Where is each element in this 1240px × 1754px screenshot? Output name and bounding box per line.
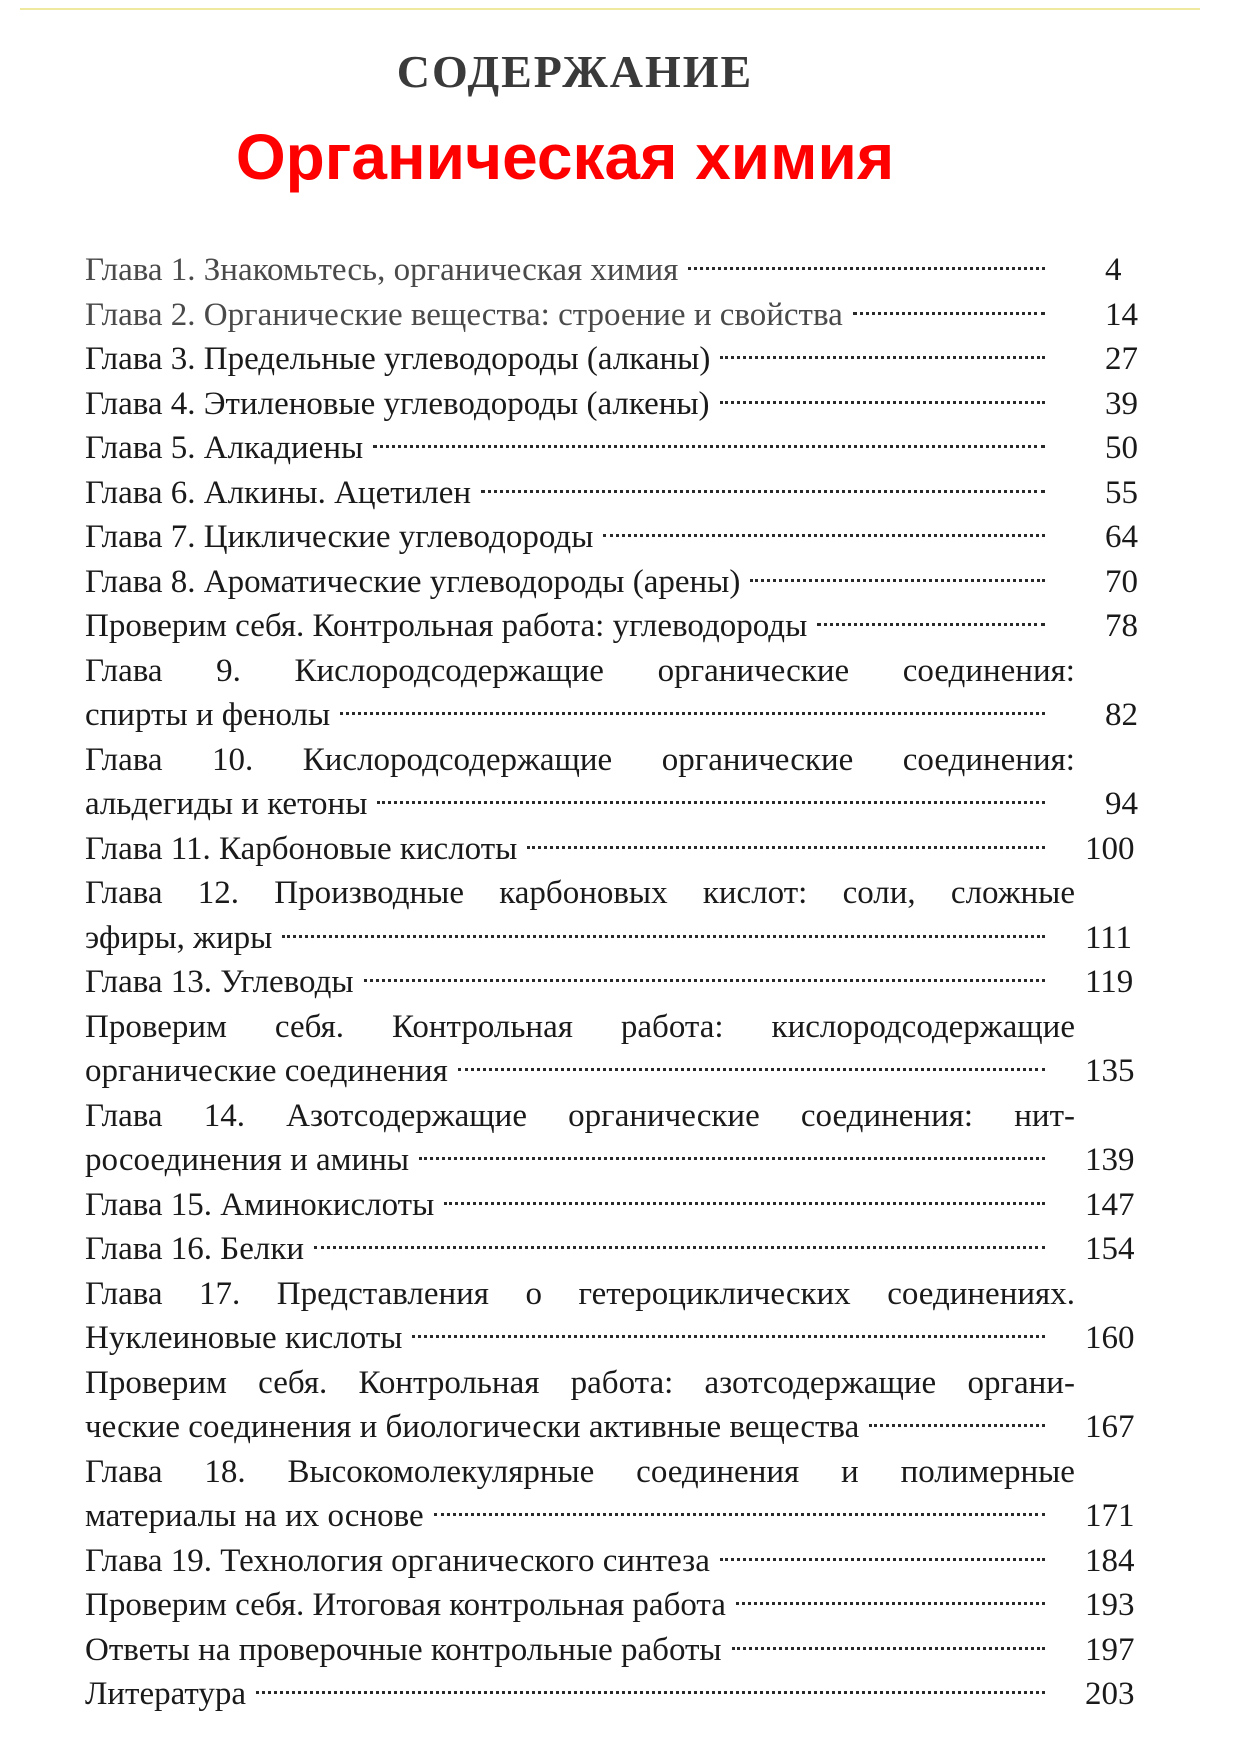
toc-entry[interactable]: [85, 693, 1175, 738]
toc-entry[interactable]: [85, 604, 1175, 649]
toc-word: кислородсодержащие: [771, 1008, 1075, 1045]
toc-word: органические: [661, 741, 854, 778]
table-of-contents: [85, 248, 1175, 1717]
toc-entry-text: Глава 7. Циклические углеводороды: [85, 519, 594, 555]
dot-leader: [330, 722, 1085, 725]
toc-word: азотсодержащие: [704, 1364, 937, 1401]
toc-entry-text: ческие соединения и биологически активные вещества: [85, 1409, 860, 1445]
toc-word: Глава: [85, 741, 163, 778]
toc-entry-text: Глава 4. Этиленовые углеводороды (алкены): [85, 385, 710, 422]
dot-leader: [424, 1523, 1085, 1526]
toc-word: органические: [568, 1097, 760, 1134]
toc-word: 12.: [197, 875, 240, 911]
toc-entry[interactable]: [85, 1316, 1175, 1361]
toc-word: 18.: [204, 1453, 246, 1490]
toc-page-number: 119: [1085, 964, 1134, 1000]
toc-entry-line: [85, 1361, 1075, 1406]
toc-word: Контрольная: [391, 1008, 573, 1045]
toc-entry[interactable]: [85, 471, 1175, 516]
toc-word: работа:: [620, 1008, 724, 1045]
toc-entry[interactable]: [85, 1138, 1175, 1183]
toc-entry-text: Глава 19. Технология органического синтеза: [85, 1542, 710, 1579]
toc-entry[interactable]: [85, 1494, 1175, 1539]
dot-leader: [246, 1701, 1085, 1704]
toc-entry[interactable]: [85, 426, 1175, 471]
toc-word: соединения: [636, 1453, 800, 1490]
toc-entry-text: Проверим себя. Итоговая контрольная работа: [85, 1587, 726, 1623]
dot-leader: [740, 589, 1085, 592]
top-rule: [20, 8, 1200, 10]
toc-entry-text: альдегиды и кетоны: [85, 786, 368, 822]
toc-entry-line: [85, 1272, 1075, 1317]
dot-leader: [722, 1657, 1085, 1660]
toc-page-number: 135: [1085, 1053, 1135, 1089]
toc-word: Контрольная: [358, 1364, 540, 1401]
toc-word: соединения:: [800, 1097, 974, 1134]
toc-word: Кислородсодержащие: [294, 652, 604, 689]
dot-leader: [367, 811, 1085, 814]
toc-word: о: [525, 1275, 542, 1312]
toc-entry[interactable]: [85, 1049, 1175, 1094]
toc-entry-text: Глава 13. Углеводы: [85, 964, 354, 1000]
toc-word: 9.: [216, 652, 241, 689]
toc-page-number: 147: [1085, 1186, 1135, 1223]
toc-entry-text: спирты и фенолы: [85, 697, 331, 733]
toc-entry-text: Глава 5. Алкадиены: [85, 430, 364, 466]
toc-word: полимерные: [900, 1453, 1075, 1490]
toc-entry[interactable]: [85, 1628, 1175, 1673]
toc-entry-line: [85, 738, 1075, 783]
toc-page-number: 27: [1105, 341, 1138, 377]
toc-entry-text: Глава 1. Знакомьтесь, органическая химия: [85, 252, 679, 288]
toc-entry-text: органические соединения: [85, 1053, 448, 1089]
page-title: СОДЕРЖАНИЕ: [396, 46, 754, 97]
toc-word: Проверим: [85, 1008, 227, 1045]
dot-leader: [448, 1078, 1085, 1081]
toc-entry-text: Ответы на проверочные контрольные работы: [85, 1631, 722, 1668]
toc-entry[interactable]: [85, 1583, 1175, 1628]
toc-page-number: 100: [1085, 830, 1135, 867]
toc-entry-line: [85, 871, 1075, 916]
page-subtitle: Органическая химия: [235, 121, 895, 193]
toc-word: себя.: [274, 1008, 344, 1045]
toc-page-number: 203: [1085, 1676, 1135, 1712]
toc-entry-text: Глава 2. Органические вещества: строение и свойства: [85, 296, 843, 333]
toc-word: соединения:: [902, 652, 1075, 689]
toc-entry-line: [85, 649, 1075, 694]
toc-word: Глава: [85, 652, 163, 689]
toc-word: Глава: [85, 1453, 163, 1490]
toc-entry[interactable]: [85, 560, 1175, 605]
dot-leader: [402, 1345, 1085, 1348]
toc-page-number: 55: [1105, 474, 1138, 511]
dot-leader: [517, 856, 1085, 859]
toc-word: Кислородсодержащие: [302, 741, 613, 778]
toc-word: сложные: [950, 875, 1075, 911]
toc-page-number: 94: [1105, 786, 1138, 822]
toc-page-number: 4: [1105, 252, 1122, 288]
toc-word: соединениях.: [887, 1275, 1075, 1312]
toc-word: кислот:: [702, 875, 808, 911]
dot-leader: [354, 989, 1085, 992]
toc-entry[interactable]: [85, 337, 1175, 382]
toc-word: Высокомолекулярные: [287, 1453, 595, 1490]
toc-word: карбоновых: [499, 875, 668, 911]
dot-leader: [471, 500, 1085, 503]
toc-word: Глава: [85, 1097, 163, 1134]
toc-word: 14.: [203, 1097, 245, 1134]
toc-word: Глава: [85, 875, 163, 911]
toc-word: работа:: [570, 1364, 674, 1401]
toc-page-number: 139: [1085, 1142, 1135, 1178]
toc-word: Проверим: [85, 1364, 227, 1401]
toc-entry-line: [85, 1450, 1075, 1495]
toc-page-number: 160: [1085, 1320, 1135, 1356]
toc-page-number: 50: [1105, 430, 1138, 466]
dot-leader: [710, 1568, 1085, 1571]
dot-leader: [409, 1167, 1085, 1170]
toc-page-number: 39: [1105, 385, 1138, 422]
toc-word: соли,: [842, 875, 916, 911]
dot-leader: [843, 322, 1085, 325]
toc-page-number: 14: [1105, 296, 1138, 333]
toc-entry[interactable]: [85, 916, 1175, 961]
toc-entry-text: Глава 6. Алкины. Ацетилен: [85, 474, 472, 511]
toc-entry-text: Глава 8. Ароматические углеводороды (арены): [85, 563, 741, 600]
toc-entry[interactable]: [85, 827, 1175, 872]
dot-leader: [807, 633, 1085, 636]
toc-word: органи-: [967, 1364, 1075, 1401]
toc-page-number: 111: [1085, 919, 1133, 956]
toc-page-number: 154: [1085, 1231, 1135, 1267]
toc-entry-text: эфиры, жиры: [85, 919, 273, 956]
toc-word: 10.: [212, 741, 254, 778]
toc-entry[interactable]: [85, 1405, 1175, 1450]
toc-page-number: 70: [1105, 563, 1138, 600]
toc-page-number: 171: [1085, 1498, 1135, 1534]
toc-entry-text: Глава 16. Белки: [85, 1231, 305, 1267]
dot-leader: [726, 1612, 1085, 1615]
toc-page-number: 82: [1105, 697, 1138, 733]
toc-entry[interactable]: [85, 1539, 1175, 1584]
toc-entry[interactable]: [85, 960, 1175, 1005]
dot-leader: [678, 277, 1085, 280]
toc-word: органические: [657, 652, 850, 689]
dot-leader: [710, 366, 1085, 369]
toc-page-number: 64: [1105, 519, 1138, 555]
toc-word: Глава: [85, 1275, 163, 1312]
toc-word: соединения:: [902, 741, 1075, 778]
dot-leader: [304, 1256, 1085, 1259]
toc-entry-text: Глава 15. Аминокислоты: [85, 1186, 435, 1223]
toc-entry[interactable]: [85, 1672, 1175, 1717]
toc-entry[interactable]: [85, 1183, 1175, 1228]
toc-page-number: 78: [1105, 608, 1138, 644]
dot-leader: [593, 544, 1085, 547]
toc-entry[interactable]: [85, 293, 1175, 338]
toc-page-number: 193: [1085, 1587, 1135, 1623]
toc-page-number: 197: [1085, 1631, 1135, 1668]
toc-entry[interactable]: [85, 382, 1175, 427]
toc-word: Производные: [274, 875, 464, 911]
toc-word: гетероциклических: [578, 1275, 851, 1312]
toc-word: и: [841, 1453, 859, 1490]
toc-word: Представления: [276, 1275, 489, 1312]
dot-leader: [434, 1212, 1085, 1215]
toc-entry[interactable]: [85, 248, 1175, 293]
toc-word: себя.: [258, 1364, 328, 1401]
toc-entry-text: росоединения и амины: [85, 1142, 410, 1178]
toc-entry-text: Литература: [85, 1676, 247, 1712]
toc-entry[interactable]: [85, 515, 1175, 560]
toc-word: 17.: [199, 1275, 241, 1312]
dot-leader: [859, 1434, 1085, 1437]
dot-leader: [272, 945, 1085, 948]
toc-page-number: 184: [1085, 1542, 1135, 1579]
toc-page-number: 167: [1085, 1409, 1135, 1445]
toc-entry-line: [85, 1094, 1075, 1139]
toc-entry-text: Проверим себя. Контрольная работа: углеводороды: [85, 608, 808, 644]
dot-leader: [363, 455, 1085, 458]
toc-entry[interactable]: [85, 1227, 1175, 1272]
toc-word: Азотсодержащие: [286, 1097, 527, 1134]
toc-entry-text: Глава 3. Предельные углеводороды (алканы): [85, 341, 711, 377]
toc-word: нит-: [1014, 1097, 1075, 1134]
toc-entry-text: материалы на их основе: [85, 1498, 424, 1534]
toc-entry-line: [85, 1005, 1075, 1050]
toc-entry-text: Глава 11. Карбоновые кислоты: [85, 830, 518, 867]
toc-entry-text: Нуклеиновые кислоты: [85, 1320, 403, 1356]
toc-entry[interactable]: [85, 782, 1175, 827]
dot-leader: [710, 411, 1085, 414]
